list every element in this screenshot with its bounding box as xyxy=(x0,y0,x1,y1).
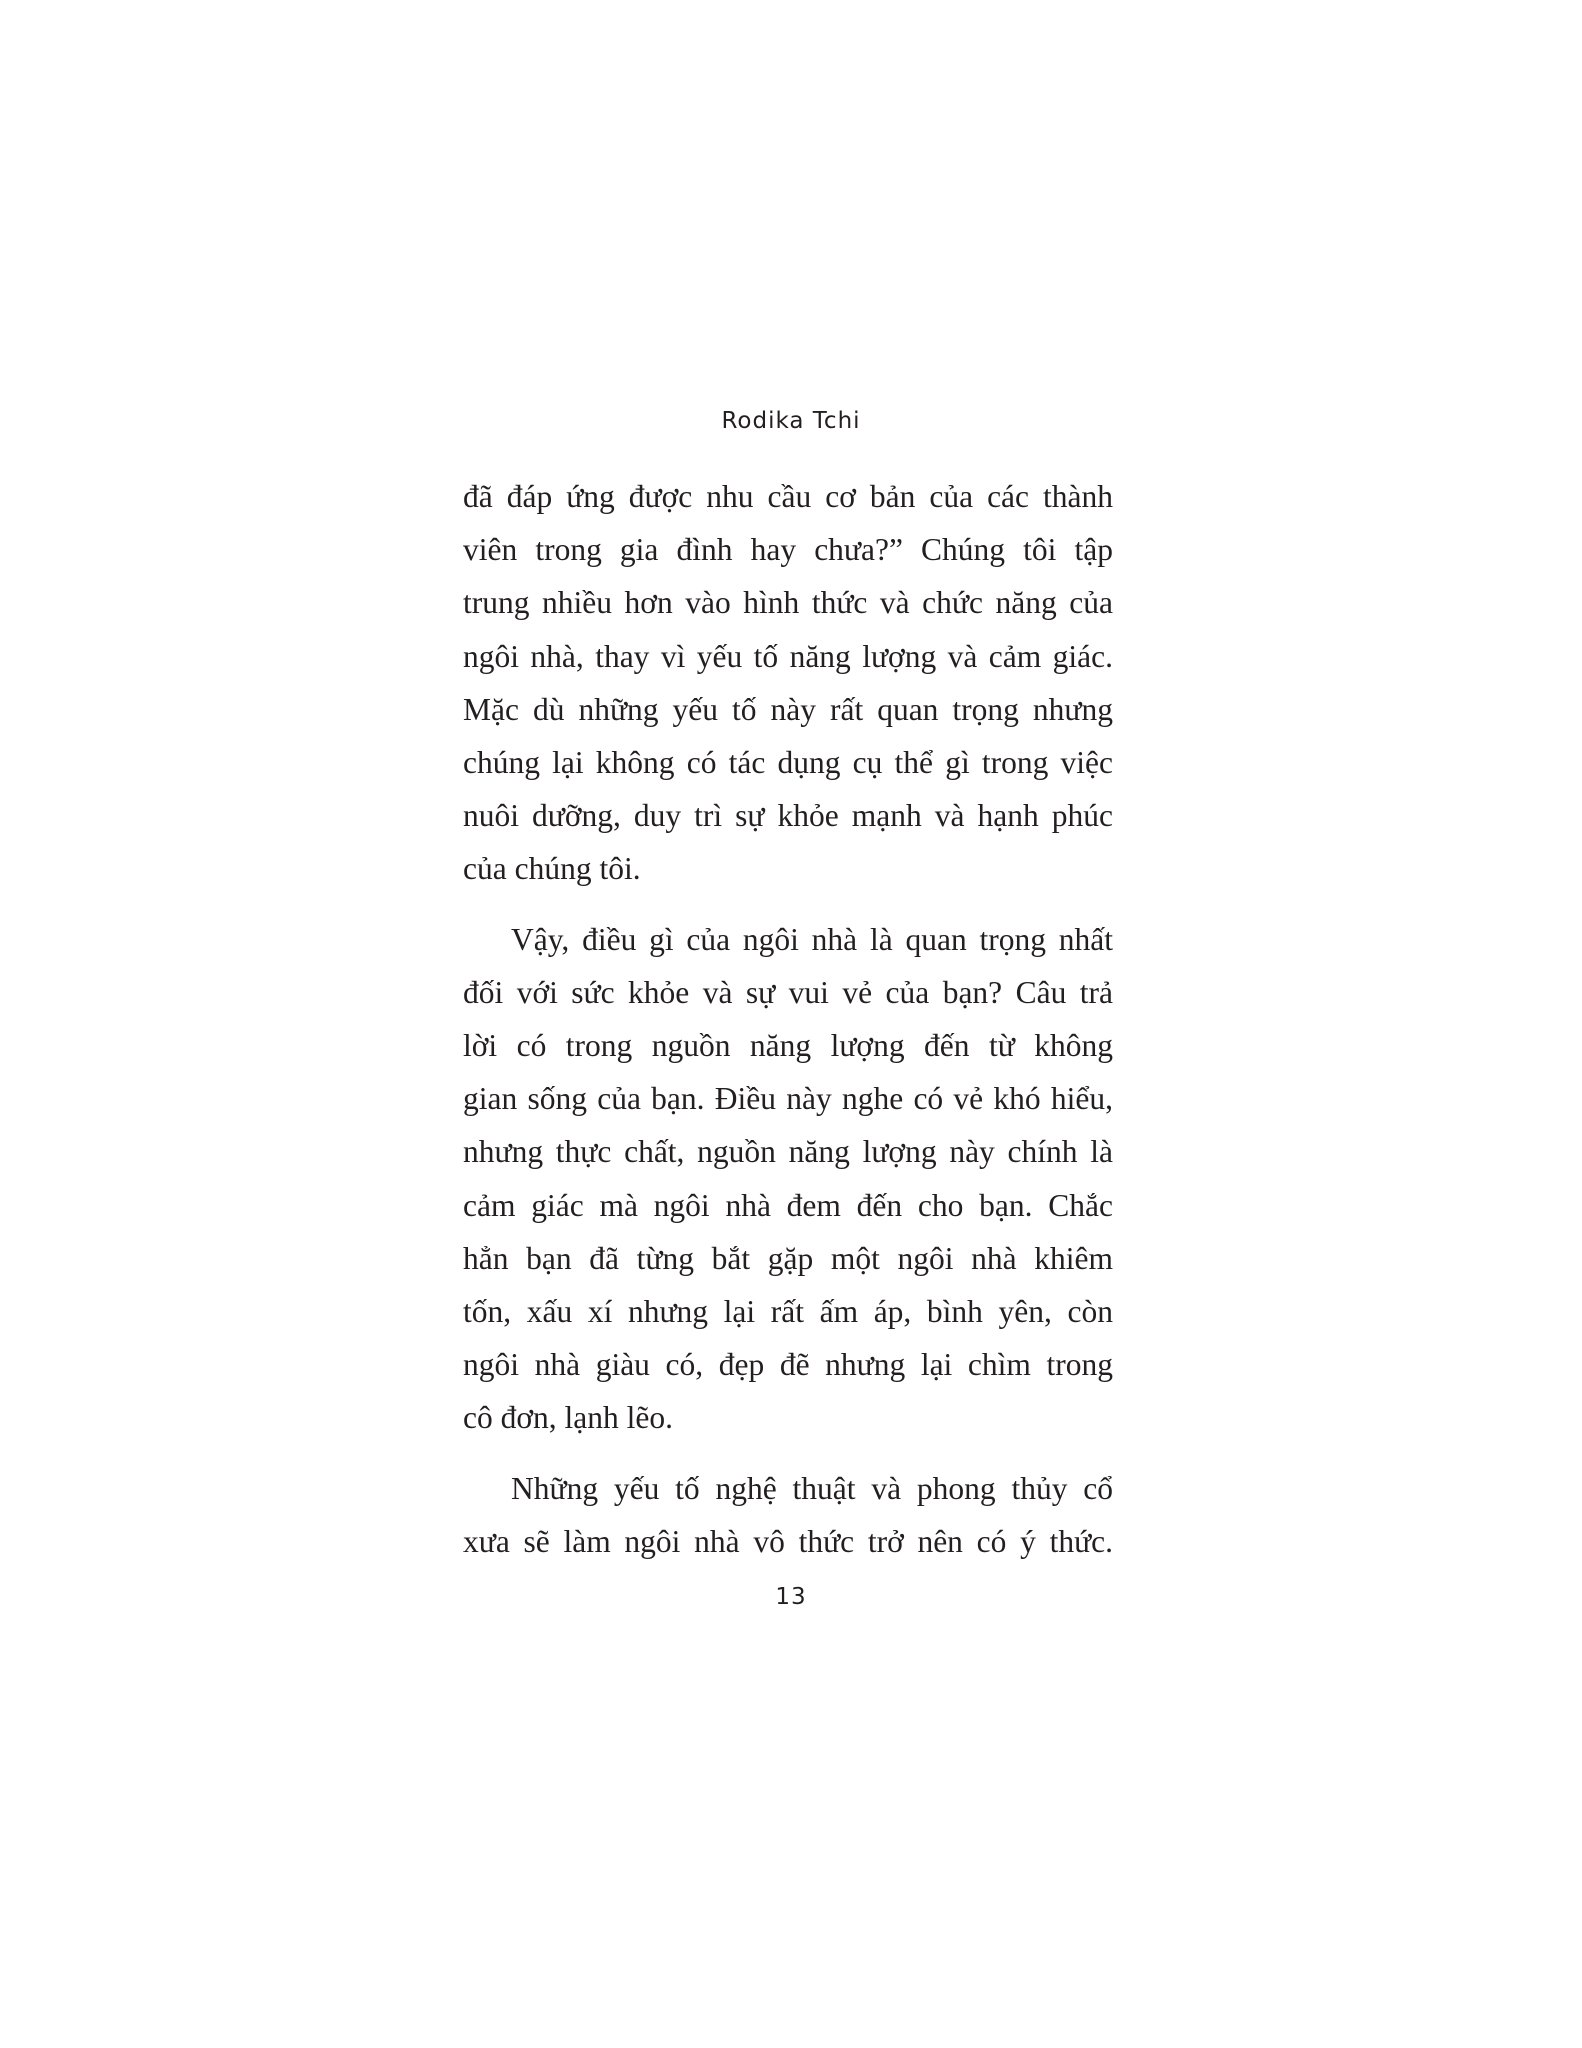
body-text xyxy=(463,470,1113,1568)
text-line: trung nhiều hơn vào hình thức và chức năng của xyxy=(463,585,1113,621)
running-header-author: Rodika Tchi xyxy=(721,408,861,434)
text-line: xưa sẽ làm ngôi nhà vô thức trở nên có ý thức. xyxy=(463,1523,1113,1559)
text-line: Vậy, điều gì của ngôi nhà là quan trọng nhất xyxy=(511,921,1113,957)
page-number: 13 xyxy=(775,1584,807,1610)
text-line: nhưng thực chất, nguồn năng lượng này chính là xyxy=(463,1134,1113,1170)
text-line: hẳn bạn đã từng bắt gặp một ngôi nhà khiêm xyxy=(463,1240,1113,1276)
text-line: chúng lại không có tác dụng cụ thể gì trong việc xyxy=(463,745,1113,781)
text-line: lời có trong nguồn năng lượng đến từ không xyxy=(463,1028,1113,1064)
text-line: Mặc dù những yếu tố này rất quan trọng nhưng xyxy=(463,691,1113,727)
paragraph-1 xyxy=(463,470,1113,896)
text-line: nuôi dưỡng, duy trì sự khỏe mạnh và hạnh phúc xyxy=(463,798,1113,834)
text-line: cảm giác mà ngôi nhà đem đến cho bạn. Chắc xyxy=(463,1187,1113,1223)
text-line: viên trong gia đình hay chưa?” Chúng tôi tập xyxy=(463,532,1113,568)
text-line: ngôi nhà, thay vì yếu tố năng lượng và cảm giác. xyxy=(463,638,1113,674)
paragraph-3 xyxy=(463,1462,1113,1568)
text-line: đối với sức khỏe và sự vui vẻ của bạn? Câu trả xyxy=(463,974,1113,1010)
text-line: ngôi nhà giàu có, đẹp đẽ nhưng lại chìm trong xyxy=(463,1347,1113,1383)
text-line: gian sống của bạn. Điều này nghe có vẻ khó hiểu, xyxy=(463,1081,1113,1117)
text-line: cô đơn, lạnh lẽo. xyxy=(463,1400,673,1436)
text-line: Những yếu tố nghệ thuật và phong thủy cổ xyxy=(511,1470,1113,1506)
paragraph-2 xyxy=(463,913,1113,1445)
text-line: của chúng tôi. xyxy=(463,851,641,887)
text-line: tốn, xấu xí nhưng lại rất ấm áp, bình yên, còn xyxy=(463,1294,1113,1330)
text-line: đã đáp ứng được nhu cầu cơ bản của các thành xyxy=(463,479,1113,514)
